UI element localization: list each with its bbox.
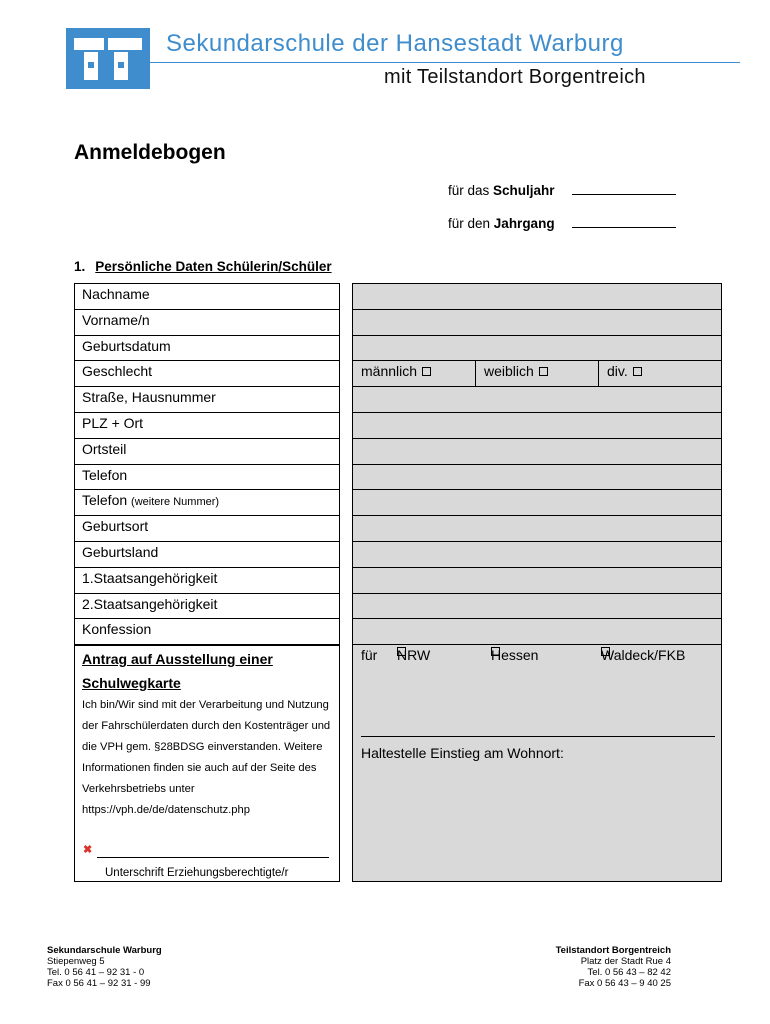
label-ortsteil: Ortsteil [75,439,339,465]
footer-address-borgentreich: Teilstandort Borgentreich Platz der Stadt Rue 4 Tel. 0 56 43 – 82 42 Fax 0 56 43 – 9 40 25 [555,945,671,989]
field-values [352,283,722,646]
section-title: 1. Persönliche Daten Schülerin/Schüler [74,259,332,274]
input-konfession[interactable] [353,619,721,645]
gender-female[interactable]: weiblich [476,361,599,386]
checkbox-icon[interactable] [539,367,548,376]
input-nachname[interactable] [353,284,721,310]
label-vorname: Vorname/n [75,310,339,336]
antrag-block [74,644,340,882]
gender-diverse[interactable]: div. [599,361,721,386]
label-telefon-2: Telefon (weitere Nummer) [75,490,339,516]
input-geburtsort[interactable] [353,516,721,542]
label-konfession: Konfession [82,621,152,638]
jahrgang-line: für den Jahrgang [448,216,676,231]
label-staatsangehoerigkeit-1: 1.Staatsangehörigkeit [75,568,339,594]
label-geburtsland: Geburtsland [75,542,339,568]
region-divider [361,736,715,737]
input-staatsangehoerigkeit-1[interactable] [353,568,721,594]
antrag-options: für NRW Hessen Waldeck/FKB Haltestelle Einstieg am Wohnort: [352,644,722,882]
school-subtitle: mit Teilstandort Borgentreich [384,66,646,88]
input-geburtsland[interactable] [353,542,721,568]
input-vorname[interactable] [353,310,721,336]
label-geburtsort: Geburtsort [75,516,339,542]
schuljahr-field[interactable] [572,183,676,195]
label-plz-ort: PLZ + Ort [75,413,339,439]
page-title: Anmeldebogen [74,141,226,164]
signature-mark-icon: ✖ [83,844,93,856]
fuer-label: für [361,647,378,663]
label-geburtsdatum: Geburtsdatum [75,336,339,362]
checkbox-icon[interactable] [422,367,431,376]
signature-line[interactable] [97,857,329,858]
input-geburtsdatum[interactable] [353,336,721,362]
gender-row [353,361,721,387]
school-logo [66,28,150,89]
label-geschlecht: Geschlecht [75,361,339,387]
input-telefon[interactable] [353,465,721,491]
label-nachname: Nachname [75,284,339,310]
checkbox-icon[interactable] [633,367,642,376]
haltestelle-label: Haltestelle Einstieg am Wohnort: [361,745,564,761]
input-telefon-2[interactable] [353,490,721,516]
label-staatsangehoerigkeit-2: 2.Staatsangehörigkeit [75,594,339,620]
gender-male[interactable]: männlich [353,361,476,386]
input-plz-ort[interactable] [353,413,721,439]
input-strasse[interactable] [353,387,721,413]
schuljahr-line: für das Schuljahr [448,183,676,198]
antrag-title: Antrag auf Ausstellung einer Schulwegkarte [82,651,273,691]
input-staatsangehoerigkeit-2[interactable] [353,594,721,620]
input-ortsteil[interactable] [353,439,721,465]
field-labels [74,283,340,646]
signature-label: Unterschrift Erziehungsberechtigte/r [105,867,289,879]
footer-address-warburg: Sekundarschule Warburg Stiepenweg 5 Tel. 0 56 41 – 92 31 - 0 Fax 0 56 41 – 92 31 - 99 [47,945,162,989]
label-strasse: Straße, Hausnummer [75,387,339,413]
antrag-consent-text: Ich bin/Wir sind mit der Verarbeitung und Nutzung der Fahrschülerdaten durch den Kostenträger und die VPH gem. §28BDSG einverstanden. Weitere Informationen finden sie auch auf der Seite des Verkehrsbetriebs unter https://vph.de/de/datenschutz.php [82,699,331,816]
label-telefon: Telefon [75,465,339,491]
header-rule [150,62,740,63]
jahrgang-field[interactable] [572,216,676,228]
school-name: Sekundarschule der Hansestadt Warburg [166,30,624,57]
